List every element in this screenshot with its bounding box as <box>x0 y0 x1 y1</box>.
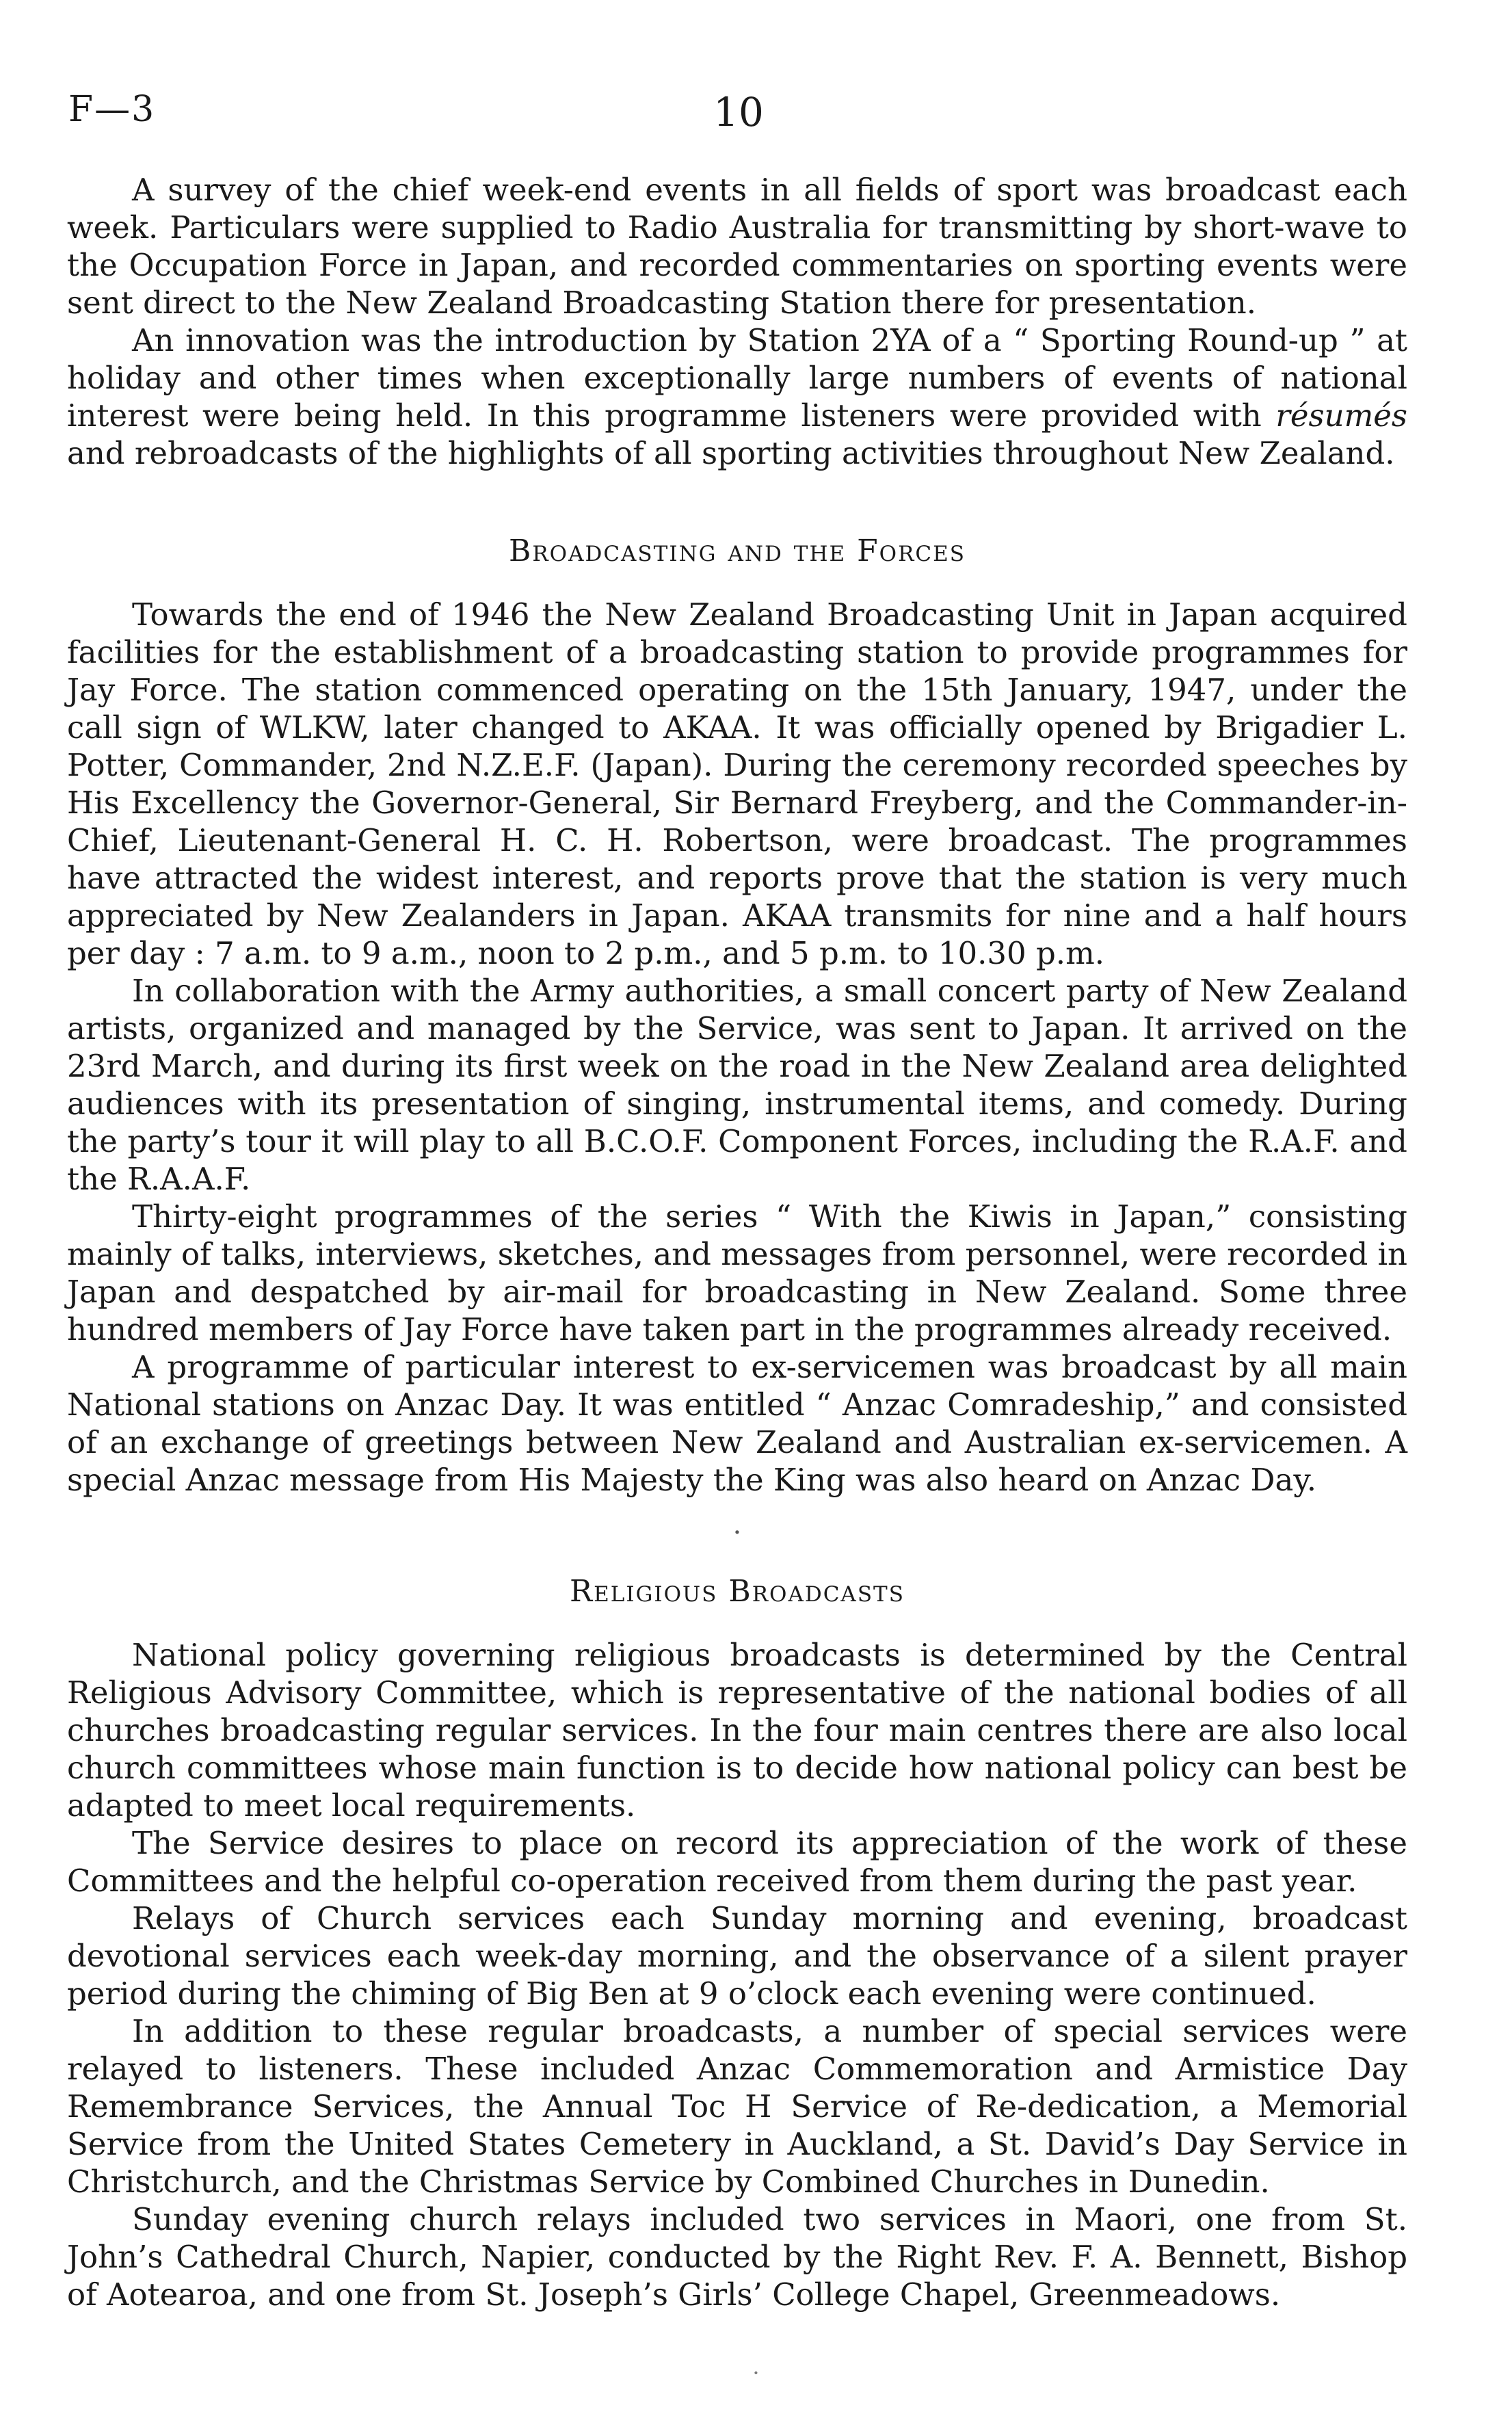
forces-paragraph-4: A programme of particular interest to ex-servicemen was broadcast by all main National stations on Anzac Day. It was entitled “ Anzac Comradeship,” and consisted of an exchange of greetings between New Zealand and Australian ex-servicemen. A special Anzac message from His Majesty the King was also heard on Anzac Day. <box>67 1349 1407 1498</box>
section-divider-dot: · <box>732 1517 742 1549</box>
religious-paragraph-1: National policy governing religious broadcasts is determined by the Central Religious Advisory Committee, which is representative of the national bodies of all churches broadcasting regular services. In the four main centres there are also local church committees whose main function is to decide how national policy can best be adapted to meet local requirements. <box>67 1637 1407 1824</box>
forces-paragraph-1: Towards the end of 1946 the New Zealand Broadcasting Unit in Japan acquired facilities for the establishment of a broadcasting station to provide programmes for Jay Force. The station commenced operating on the 15th January, 1947, under the call sign of WLKW, later changed to AKAA. It was officially opened by Brigadier L. Potter, Commander, 2nd N.Z.E.F. (Japan). During the ceremony recorded speeches by His Excellency the Governor-General, Sir Bernard Freyberg, and the Commander-in-Chief, Lieutenant-General H. C. H. Robertson, were broadcast. The programmes have attracted the widest interest, and reports prove that the station is very much appreciated by New Zealanders in Japan. AKAA transmits for nine and a half hours per day : 7 a.m. to 9 a.m., noon to 2 p.m., and 5 p.m. to 10.30 p.m. <box>67 596 1407 971</box>
section-heading-forces: Broadcasting and the Forces <box>508 534 966 568</box>
sport-paragraph-2-text-a: An innovation was the introduction by Station 2YA of a “ Sporting Round-up ” at holiday and other times when exceptionally large numbers of events of national interest were being held. In this programme listeners were provided with <box>67 322 1407 434</box>
religious-paragraph-4: In addition to these regular broadcasts, a number of special services were relayed to listeners. These included Anzac Commemoration and Armistice Day Remembrance Services, the Annual Toc H Service of Re-dedication, a Memorial Service from the United States Cemetery in Auckland, a St. David’s Day Service in Christchurch, and the Christmas Service by Combined Churches in Dunedin. <box>67 2013 1407 2200</box>
religious-paragraph-3: Relays of Church services each Sunday morning and evening, broadcast devotional services each week-day morning, and the observance of a silent prayer period during the chiming of Big Ben at 9 o’clock each evening were continued. <box>67 1900 1407 2012</box>
page-header <box>68 89 1409 144</box>
section-heading-religious: Religious Broadcasts <box>570 1574 905 1609</box>
sport-paragraph-1: A survey of the chief week-end events in all fields of sport was broadcast each week. Particulars were supplied to Radio Australia for transmitting by short-wave to the Occupation Force in Japan, and recorded commentaries on sporting events were sent direct to the New Zealand Broadcasting Station there for presentation. <box>67 172 1407 321</box>
religious-paragraph-2: The Service desires to place on record its appreciation of the work of these Committees and the helpful co-operation received from them during the past year. <box>67 1825 1407 1899</box>
sport-paragraph-2-text-b: and rebroadcasts of the highlights of all sporting activities throughout New Zealand. <box>67 435 1395 471</box>
page-bottom-mark: · <box>752 2360 760 2386</box>
forces-paragraph-2: In collaboration with the Army authorities, a small concert party of New Zealand artists, organized and managed by the Service, was sent to Japan. It arrived on the 23rd March, and during its first week on the road in the New Zealand area delighted audiences with its presentation of singing, instrumental items, and comedy. During the party’s tour it will play to all B.C.O.F. Component Forces, including the R.A.F. and the R.A.A.F. <box>67 973 1407 1197</box>
page-content <box>67 171 1407 2313</box>
sport-paragraph-2-italic: résumés <box>1275 397 1407 434</box>
document-reference: F—3 <box>68 89 156 130</box>
forces-paragraph-3: Thirty-eight programmes of the series “ With the Kiwis in Japan,” consisting mainly of talks, interviews, sketches, and messages from personnel, were recorded in Japan and despatched by air-mail for broadcasting in New Zealand. Some three hundred members of Jay Force have taken part in the programmes already received. <box>67 1198 1407 1348</box>
sport-paragraph-2 <box>67 321 1407 472</box>
religious-paragraph-5: Sunday evening church relays included two services in Maori, one from St. John’s Cathedral Church, Napier, conducted by the Right Rev. F. A. Bennett, Bishop of Aotearoa, and one from St. Joseph’s Girls’ College Chapel, Greenmeadows. <box>67 2201 1407 2313</box>
page-number: 10 <box>713 89 764 135</box>
